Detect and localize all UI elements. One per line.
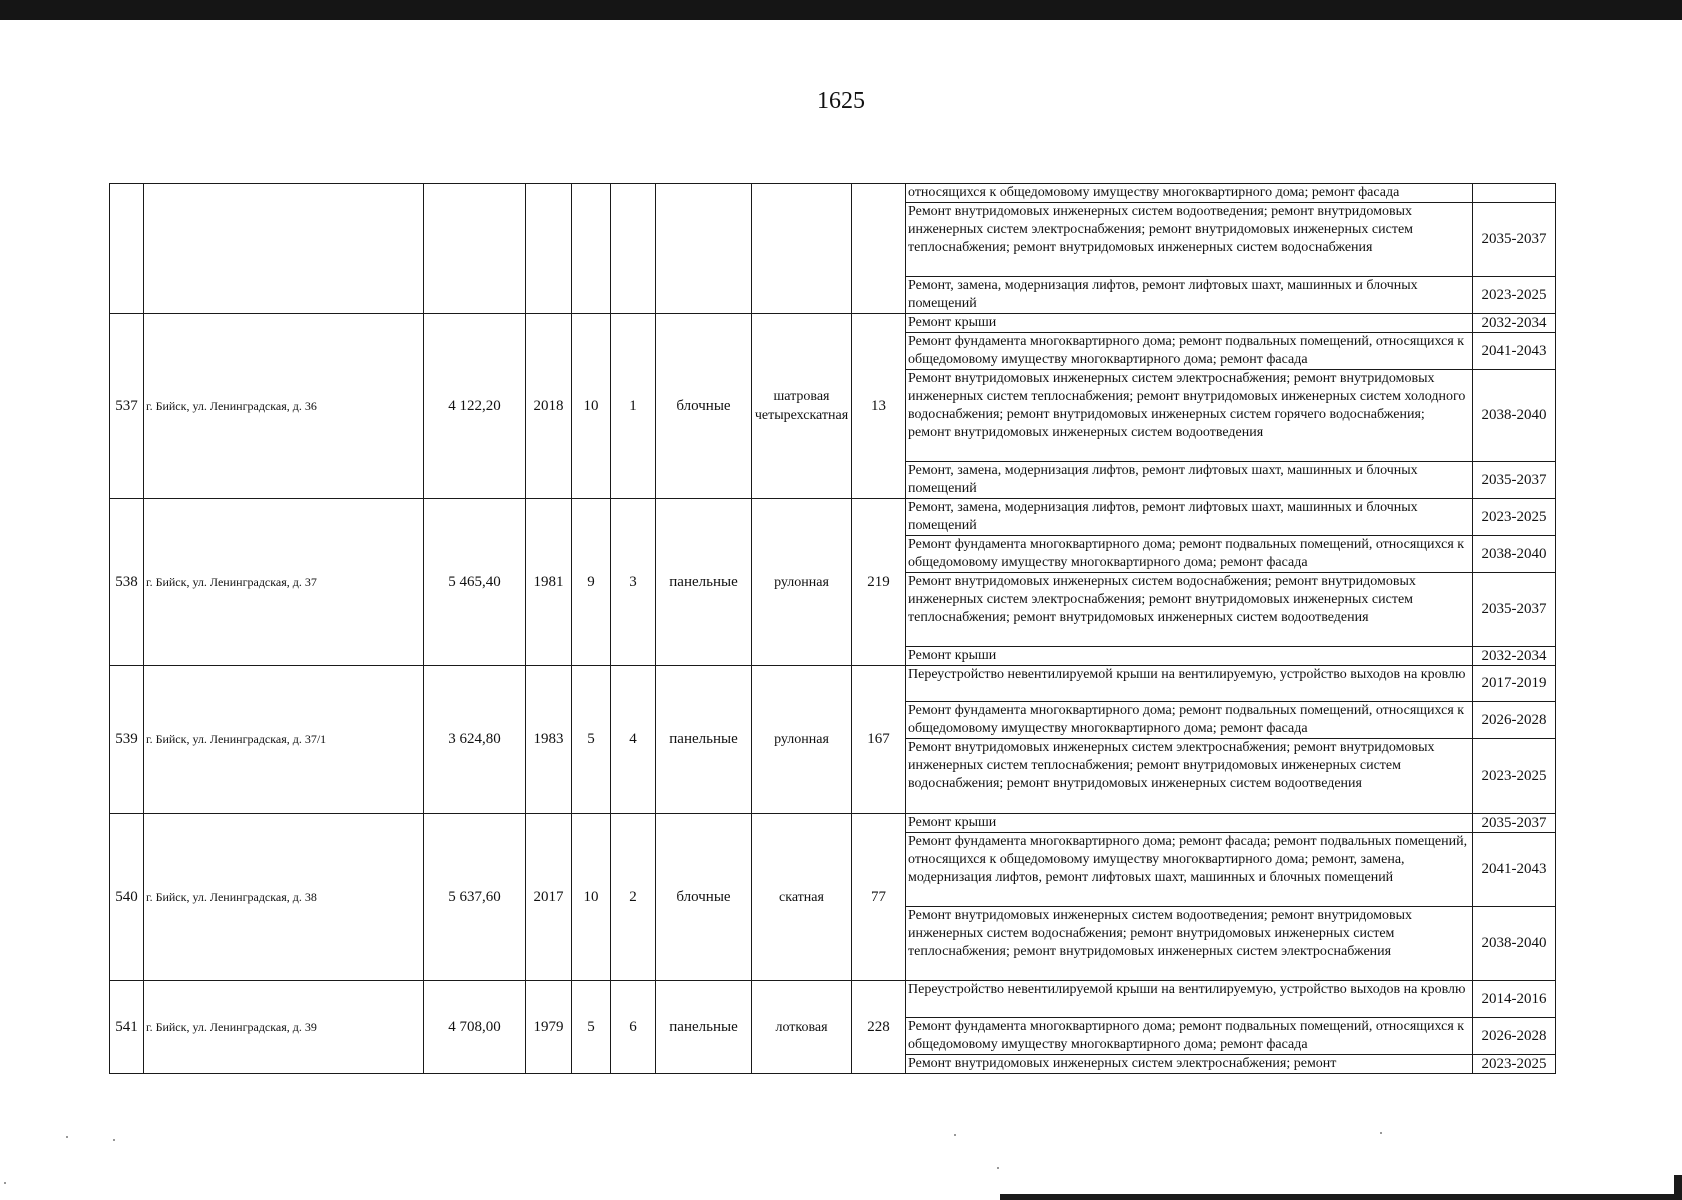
scan-top-border <box>0 0 1682 20</box>
entrances-cell: 4 <box>611 666 656 814</box>
work-period-cell: 2035-2037 <box>1473 462 1556 499</box>
work-period-cell <box>1473 184 1556 203</box>
roof-type-cell: рулонная <box>752 499 852 666</box>
row-number <box>110 184 144 314</box>
scan-speck <box>954 1134 956 1136</box>
row-number: 540 <box>110 814 144 981</box>
scan-speck <box>1380 1132 1382 1134</box>
address-cell: г. Бийск, ул. Ленинградская, д. 39 <box>144 981 424 1074</box>
work-description-cell: Ремонт фундамента многоквартирного дома; ремонт подвальных помещений, относящихся к общедомовому имуществу многоквартирного дома; ремонт фасада <box>906 333 1473 370</box>
roof-type-cell: скатная <box>752 814 852 981</box>
area-cell: 5 637,60 <box>424 814 526 981</box>
work-period-cell: 2032-2034 <box>1473 314 1556 333</box>
capital-repair-table <box>109 183 1556 1074</box>
floors-cell: 10 <box>572 314 611 499</box>
work-description-cell: Ремонт, замена, модернизация лифтов, ремонт лифтовых шахт, машинных и блочных помещений <box>906 277 1473 314</box>
work-description-cell: Ремонт фундамента многоквартирного дома; ремонт подвальных помещений, относящихся к общедомовому имуществу многоквартирного дома; ремонт фасада <box>906 1018 1473 1055</box>
work-period-cell: 2038-2040 <box>1473 907 1556 981</box>
area-cell: 4 122,20 <box>424 314 526 499</box>
work-description-cell: Ремонт внутридомовых инженерных систем электроснабжения; ремонт внутридомовых инженерных систем теплоснабжения; ремонт внутридомовых инженерных систем холодного водоснабжения; ремонт внутридомовых инженерных систем горячего водоснабжения; ремонт внутридомовых инженерных систем водоотведения <box>906 370 1473 462</box>
area-cell <box>424 184 526 314</box>
residents-cell: 167 <box>852 666 906 814</box>
residents-cell: 228 <box>852 981 906 1074</box>
row-number: 538 <box>110 499 144 666</box>
work-period-cell: 2023-2025 <box>1473 1055 1556 1074</box>
roof-type-cell <box>752 184 852 314</box>
scan-bottom-edge <box>1000 1194 1682 1200</box>
entrances-cell: 6 <box>611 981 656 1074</box>
floors-cell <box>572 184 611 314</box>
table-row <box>110 814 1556 833</box>
address-cell: г. Бийск, ул. Ленинградская, д. 38 <box>144 814 424 981</box>
work-period-cell: 2041-2043 <box>1473 333 1556 370</box>
work-description-cell: Переустройство невентилируемой крыши на вентилируемую, устройство выходов на кровлю <box>906 981 1473 1018</box>
floors-cell: 9 <box>572 499 611 666</box>
floors-cell: 5 <box>572 666 611 814</box>
work-period-cell: 2038-2040 <box>1473 370 1556 462</box>
entrances-cell: 3 <box>611 499 656 666</box>
work-period-cell: 2038-2040 <box>1473 536 1556 573</box>
work-description-cell: Ремонт, замена, модернизация лифтов, ремонт лифтовых шахт, машинных и блочных помещений <box>906 462 1473 499</box>
work-period-cell: 2026-2028 <box>1473 1018 1556 1055</box>
residents-cell: 219 <box>852 499 906 666</box>
residents-cell: 77 <box>852 814 906 981</box>
page-number: 1625 <box>817 88 865 114</box>
roof-type-cell: шатровая четырехскатная <box>752 314 852 499</box>
work-period-cell: 2041-2043 <box>1473 833 1556 907</box>
entrances-cell: 1 <box>611 314 656 499</box>
wall-material-cell: панельные <box>656 666 752 814</box>
table-row <box>110 666 1556 702</box>
work-description-cell: относящихся к общедомовому имуществу многоквартирного дома; ремонт фасада <box>906 184 1473 203</box>
work-description-cell: Ремонт внутридомовых инженерных систем водоотведения; ремонт внутридомовых инженерных систем электроснабжения; ремонт внутридомовых инженерных систем теплоснабжения; ремонт внутридомовых инженерных систем водоснабжения <box>906 203 1473 277</box>
work-description-cell: Ремонт крыши <box>906 647 1473 666</box>
work-description-cell: Ремонт внутридомовых инженерных систем электроснабжения; ремонт <box>906 1055 1473 1074</box>
year-built-cell: 2018 <box>526 314 572 499</box>
scan-corner-edge <box>1674 1175 1682 1200</box>
year-built-cell: 2017 <box>526 814 572 981</box>
year-built-cell: 1983 <box>526 666 572 814</box>
wall-material-cell: панельные <box>656 981 752 1074</box>
scan-speck <box>4 1182 6 1184</box>
residents-cell: 13 <box>852 314 906 499</box>
floors-cell: 10 <box>572 814 611 981</box>
work-period-cell: 2023-2025 <box>1473 739 1556 814</box>
work-period-cell: 2035-2037 <box>1473 203 1556 277</box>
work-description-cell: Ремонт внутридомовых инженерных систем водоснабжения; ремонт внутридомовых инженерных систем электроснабжения; ремонт внутридомовых инженерных систем теплоснабжения; ремонт внутридомовых инженерных систем водоотведения <box>906 573 1473 647</box>
area-cell: 3 624,80 <box>424 666 526 814</box>
year-built-cell: 1981 <box>526 499 572 666</box>
work-description-cell: Ремонт фундамента многоквартирного дома; ремонт подвальных помещений, относящихся к общедомовому имуществу многоквартирного дома; ремонт фасада <box>906 536 1473 573</box>
wall-material-cell: блочные <box>656 814 752 981</box>
entrances-cell <box>611 184 656 314</box>
work-period-cell: 2017-2019 <box>1473 666 1556 702</box>
floors-cell: 5 <box>572 981 611 1074</box>
work-period-cell: 2014-2016 <box>1473 981 1556 1018</box>
entrances-cell: 2 <box>611 814 656 981</box>
work-description-cell: Ремонт внутридомовых инженерных систем электроснабжения; ремонт внутридомовых инженерных систем теплоснабжения; ремонт внутридомовых инженерных систем водоснабжения; ремонт внутридомовых инженерных систем водоотведения <box>906 739 1473 814</box>
work-description-cell: Ремонт, замена, модернизация лифтов, ремонт лифтовых шахт, машинных и блочных помещений <box>906 499 1473 536</box>
year-built-cell <box>526 184 572 314</box>
row-number: 537 <box>110 314 144 499</box>
work-description-cell: Ремонт фундамента многоквартирного дома; ремонт подвальных помещений, относящихся к общедомовому имуществу многоквартирного дома; ремонт фасада <box>906 702 1473 739</box>
work-period-cell: 2023-2025 <box>1473 277 1556 314</box>
table-row <box>110 184 1556 203</box>
row-number: 539 <box>110 666 144 814</box>
year-built-cell: 1979 <box>526 981 572 1074</box>
work-period-cell: 2032-2034 <box>1473 647 1556 666</box>
roof-type-cell: рулонная <box>752 666 852 814</box>
area-cell: 5 465,40 <box>424 499 526 666</box>
work-period-cell: 2026-2028 <box>1473 702 1556 739</box>
work-period-cell: 2023-2025 <box>1473 499 1556 536</box>
work-description-cell: Ремонт крыши <box>906 814 1473 833</box>
work-period-cell: 2035-2037 <box>1473 573 1556 647</box>
table-row <box>110 499 1556 536</box>
work-description-cell: Ремонт фундамента многоквартирного дома; ремонт фасада; ремонт подвальных помещений, относящихся к общедомовому имуществу многоквартирного дома; ремонт, замена, модернизация лифтов, ремонт лифтовых шахт, машинных и блочных помещений <box>906 833 1473 907</box>
table-row <box>110 314 1556 333</box>
scan-speck <box>66 1136 68 1138</box>
work-description-cell: Переустройство невентилируемой крыши на вентилируемую, устройство выходов на кровлю <box>906 666 1473 702</box>
wall-material-cell: блочные <box>656 314 752 499</box>
residents-cell <box>852 184 906 314</box>
scan-speck <box>113 1139 115 1141</box>
address-cell <box>144 184 424 314</box>
address-cell: г. Бийск, ул. Ленинградская, д. 36 <box>144 314 424 499</box>
roof-type-cell: лотковая <box>752 981 852 1074</box>
work-period-cell: 2035-2037 <box>1473 814 1556 833</box>
table-row <box>110 981 1556 1018</box>
area-cell: 4 708,00 <box>424 981 526 1074</box>
scan-speck <box>997 1167 999 1169</box>
address-cell: г. Бийск, ул. Ленинградская, д. 37 <box>144 499 424 666</box>
address-cell: г. Бийск, ул. Ленинградская, д. 37/1 <box>144 666 424 814</box>
row-number: 541 <box>110 981 144 1074</box>
work-description-cell: Ремонт крыши <box>906 314 1473 333</box>
wall-material-cell <box>656 184 752 314</box>
wall-material-cell: панельные <box>656 499 752 666</box>
work-description-cell: Ремонт внутридомовых инженерных систем водоотведения; ремонт внутридомовых инженерных систем водоснабжения; ремонт внутридомовых инженерных систем теплоснабжения; ремонт внутридомовых инженерных систем электроснабжения <box>906 907 1473 981</box>
